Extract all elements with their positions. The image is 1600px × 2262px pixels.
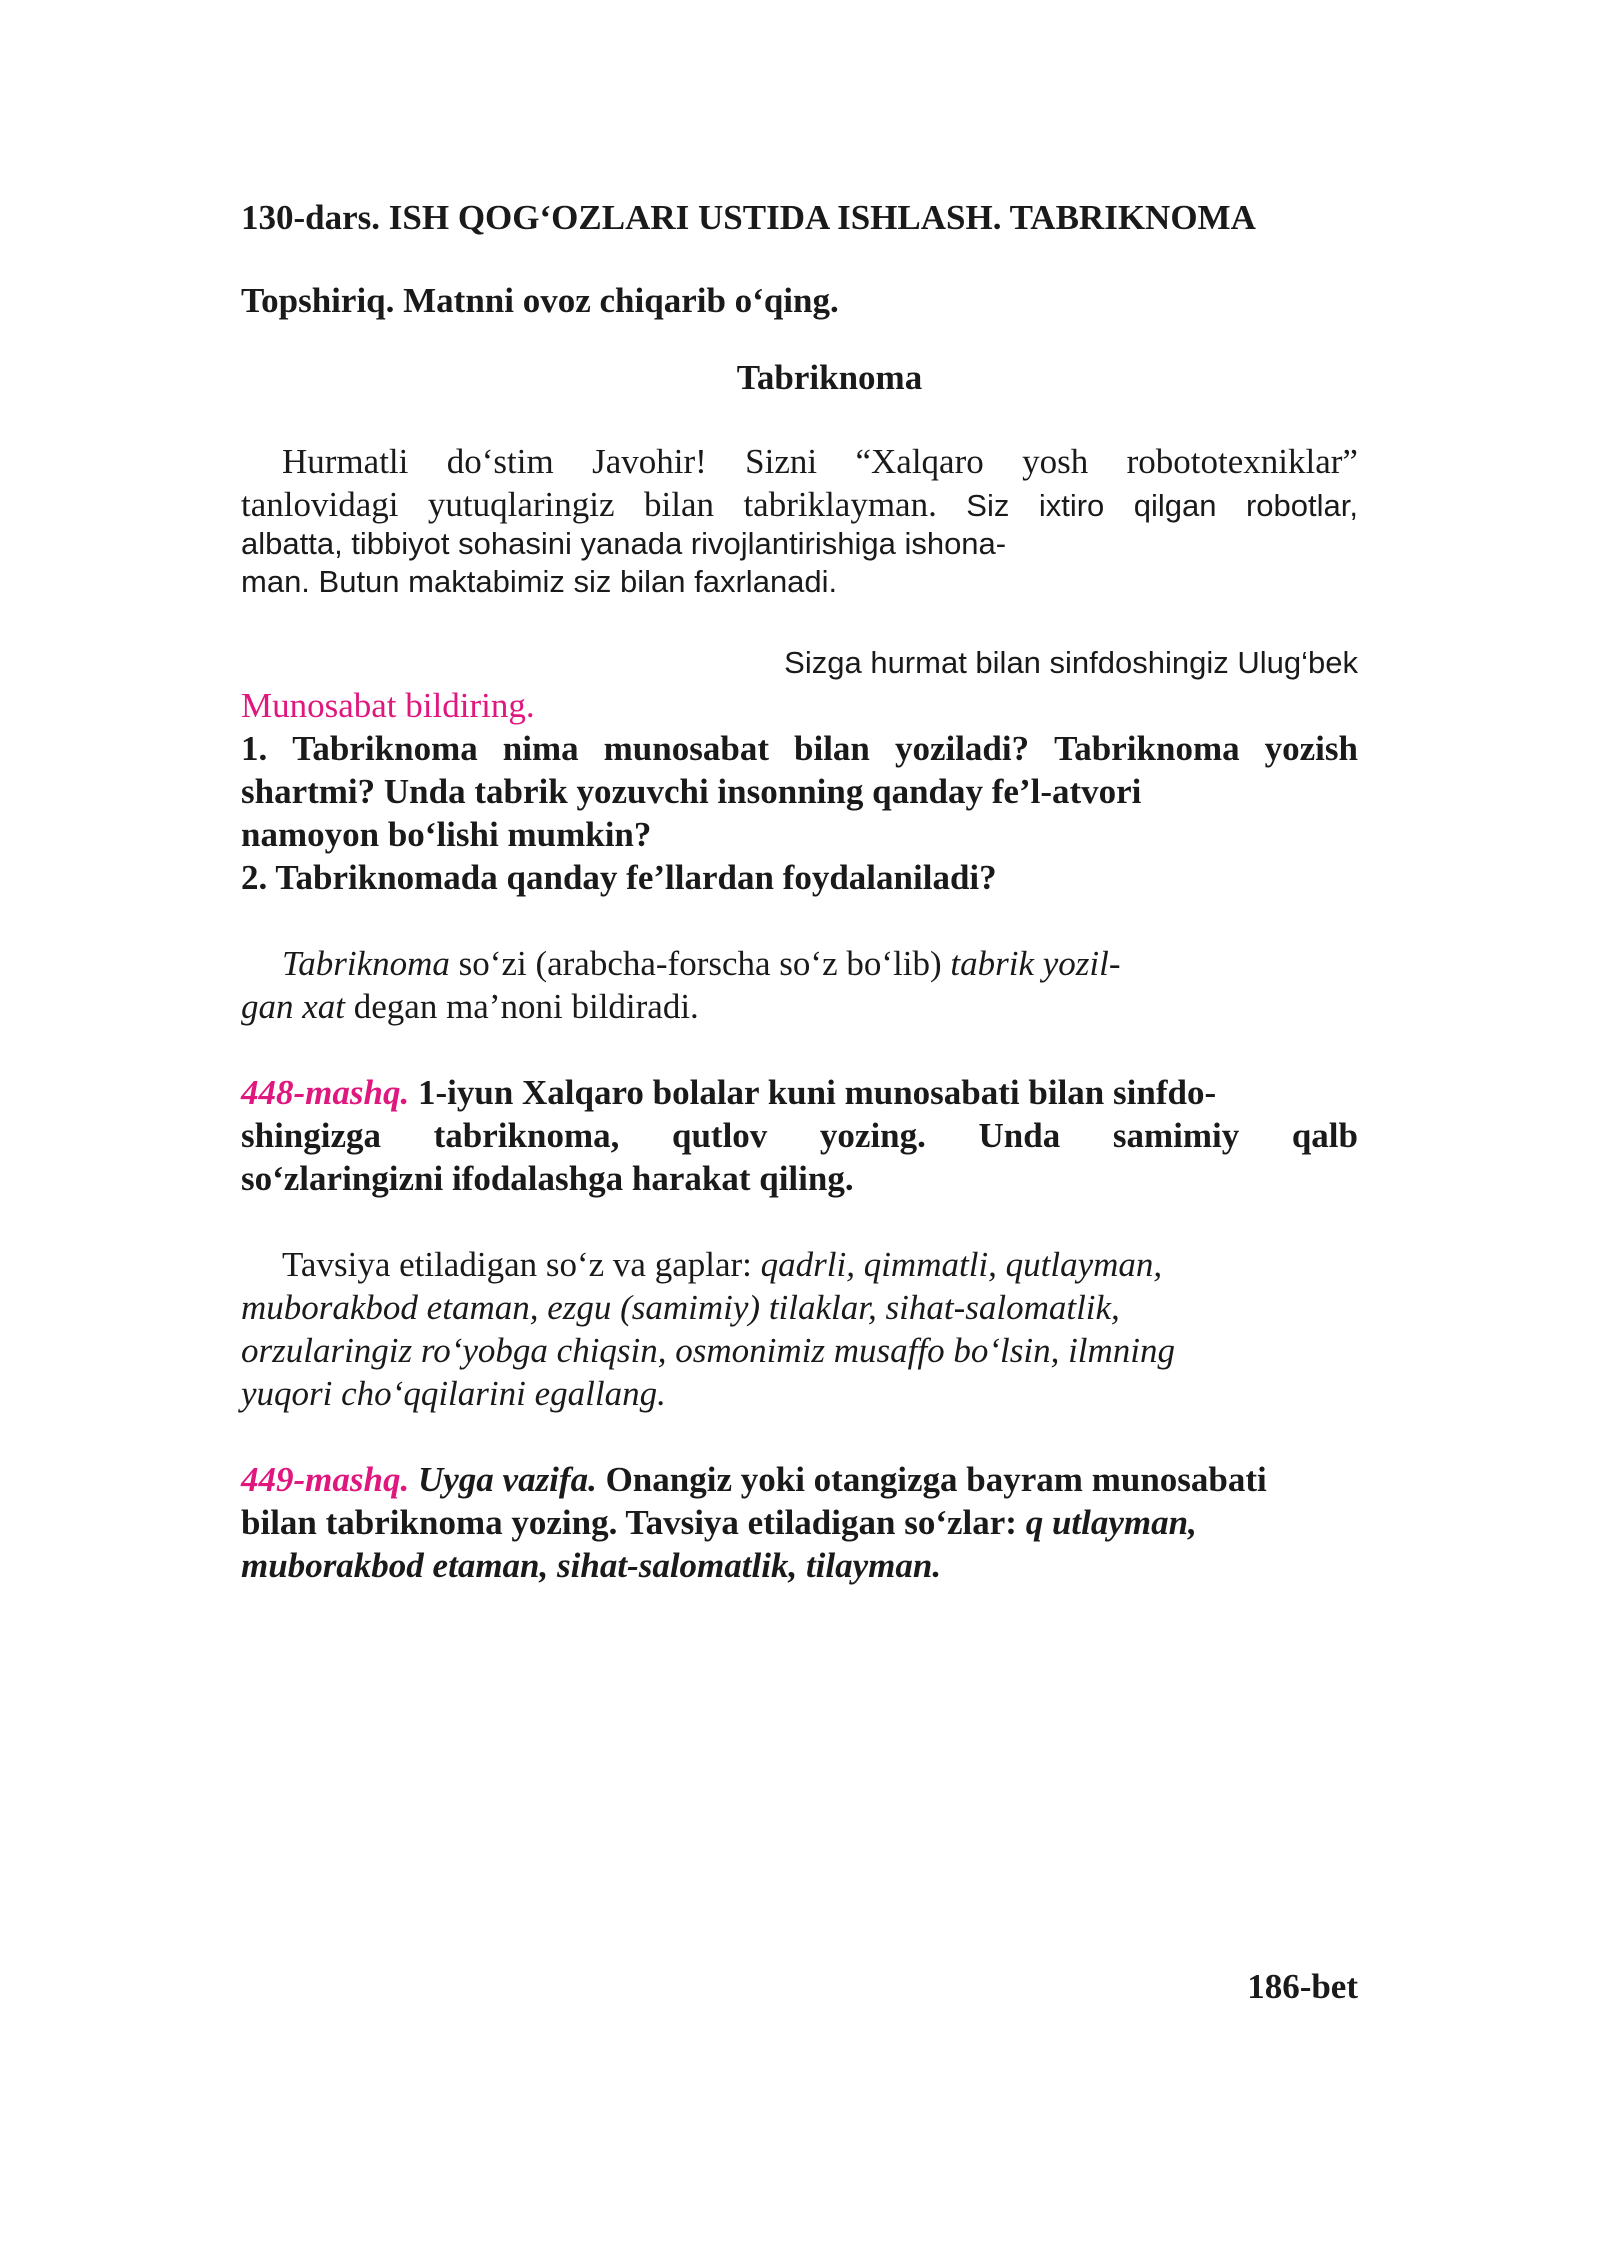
recommended-line-2: muborakbod etaman, ezgu (samimiy) tilaklar, sihat-salomatlik, — [241, 1288, 1120, 1327]
letter-line-1: Hurmatli do‘stim Javohir! Sizni “Xalqaro yosh robototexniklar” — [282, 442, 1358, 481]
recommended-line-3: orzularingiz ro‘yobga chiqsin, osmonimiz musaffo bo‘lsin, ilmning — [241, 1331, 1176, 1370]
definition-line-2: gan xat degan ma’noni bildiradi. — [241, 987, 699, 1026]
exercise-448-line-3: so‘zlaringizni ifodalashga harakat qiling. — [241, 1159, 854, 1198]
exercise-449-line-3: muborakbod etaman, sihat-salomatlik, tilayman. — [241, 1546, 942, 1585]
relate-label: Munosabat bildiring. — [241, 686, 535, 725]
exercise-448-line-1: 448-mashq. 1-iyun Xalqaro bolalar kuni munosabati bilan sinfdo- — [241, 1073, 1217, 1112]
letter-line-2: tanlovidagi yutuqlaringiz bilan tabriklayman. Siz ixtiro qilgan robotlar, — [241, 485, 1358, 524]
exercise-449-line-1: 449-mashq. Uyga vazifa. Onangiz yoki otangizga bayram munosabati — [241, 1460, 1267, 1499]
lesson-title: 130-dars. ISH QOG‘OZLARI USTIDA ISHLASH. TABRIKNOMA — [241, 198, 1256, 237]
exercise-449-label: 449-mashq. — [241, 1460, 410, 1499]
exercise-448-label: 448-mashq. — [241, 1073, 410, 1112]
question-1-line-1: 1. Tabriknoma nima munosabat bilan yoziladi? Tabriknoma yozish — [241, 729, 1358, 768]
exercise-449-line-2: bilan tabriknoma yozing. Tavsiya etiladigan so‘zlar: q utlayman, — [241, 1503, 1197, 1542]
definition-line-1: Tabriknoma so‘zi (arabcha-forscha so‘z bo‘lib) tabrik yozil- — [282, 944, 1121, 983]
letter-line-4: man. Butun maktabimiz siz bilan faxrlanadi. — [241, 564, 838, 599]
question-1-line-3: namoyon bo‘lishi mumkin? — [241, 815, 652, 854]
letter-signature: Sizga hurmat bilan sinfdoshingiz Ulug‘bek — [784, 645, 1358, 680]
recommended-line-1: Tavsiya etiladigan so‘z va gaplar: qadrli, qimmatli, qutlayman, — [282, 1245, 1163, 1284]
question-2: 2. Tabriknomada qanday fe’llardan foydalaniladi? — [241, 858, 997, 897]
task-instruction: Topshiriq. Matnni ovoz chiqarib o‘qing. — [241, 281, 839, 320]
page-number: 186-bet — [1247, 1967, 1358, 2006]
letter-line-3: albatta, tibbiyot sohasini yanada rivojlantirishiga ishona- — [241, 526, 1007, 561]
recommended-line-4: yuqori cho‘qqilarini egallang. — [241, 1374, 666, 1413]
letter-heading: Tabriknoma — [736, 358, 923, 397]
exercise-448-line-2: shingizga tabriknoma, qutlov yozing. Unda samimiy qalb — [241, 1116, 1358, 1155]
question-1-line-2: shartmi? Unda tabrik yozuvchi insonning qanday fe’l-atvori — [241, 772, 1142, 811]
